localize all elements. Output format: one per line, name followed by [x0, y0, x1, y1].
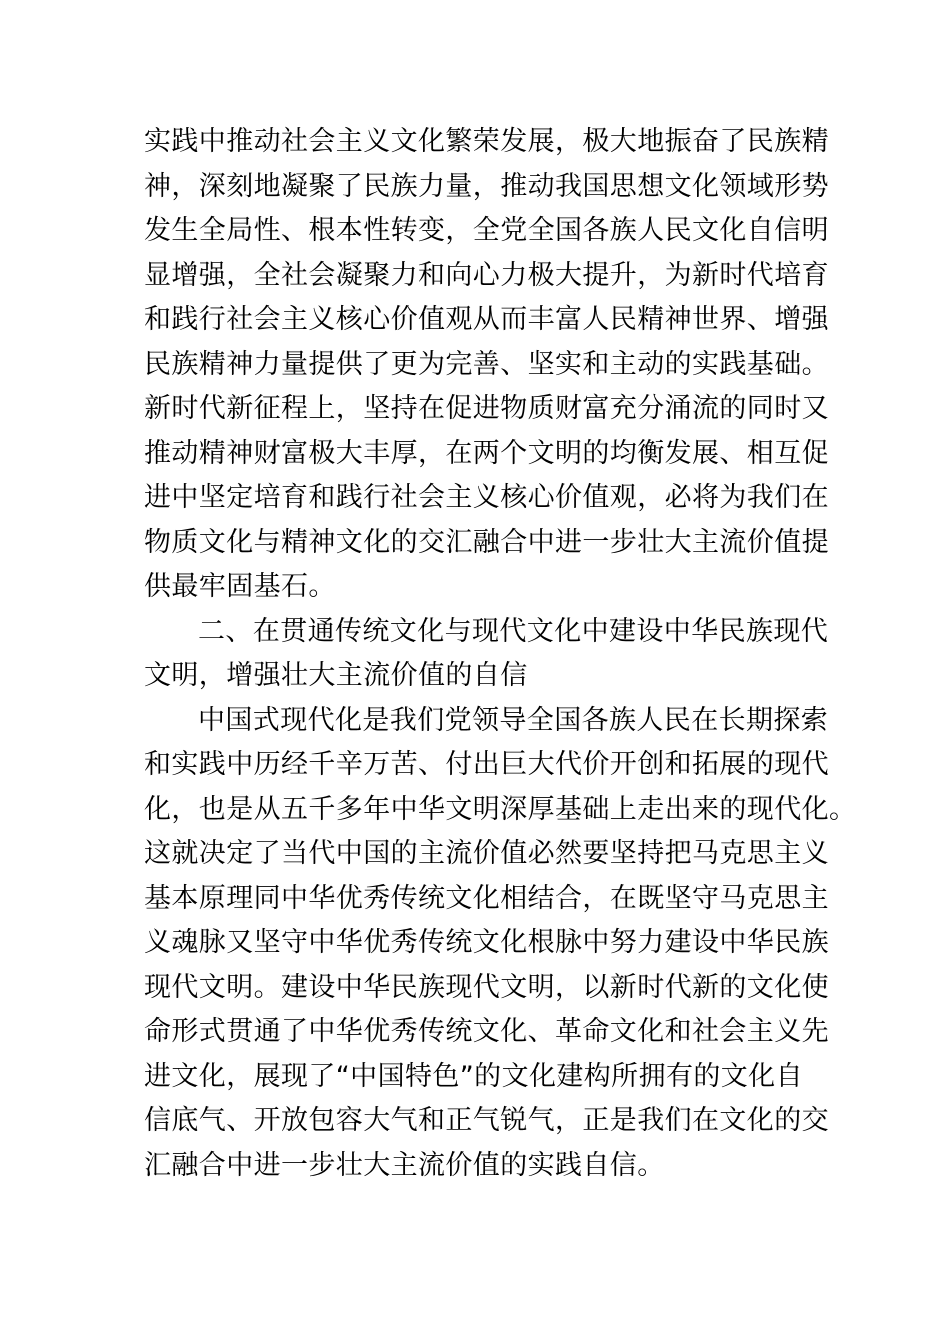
paragraph-line: 物质文化与精神文化的交汇融合中进一步壮大主流价值提	[144, 526, 829, 558]
heading-line: 二、在贯通传统文化与现代文化中建设中华民族现代	[198, 615, 829, 647]
continuation-paragraph	[144, 120, 829, 610]
paragraph-line: 发生全局性、根本性转变，全党全国各族人民文化自信明	[144, 215, 829, 246]
paragraph-line: 和实践中历经千辛万苦、付出巨大代价开创和拓展的现代	[144, 749, 829, 780]
paragraph-line: 显增强，全社会凝聚力和向心力极大提升，为新时代培育	[144, 259, 829, 291]
paragraph-line: 命形式贯通了中华优秀传统文化、革命文化和社会主义先	[144, 1016, 829, 1047]
paragraph-line: 义魂脉又坚守中华优秀传统文化根脉中努力建设中华民族	[144, 927, 829, 958]
section-heading	[144, 610, 829, 699]
paragraph-line: 进文化，展现了“中国特色”的文化建构所拥有的文化自	[144, 1060, 803, 1092]
paragraph-line: 供最牢固基石。	[144, 571, 336, 602]
paragraph-line: 基本原理同中华优秀传统文化相结合，在既坚守马克思主	[144, 882, 829, 914]
paragraph-line: 实践中推动社会主义文化繁荣发展，极大地振奋了民族精	[144, 126, 829, 157]
paragraph-line: 汇融合中进一步壮大主流价值的实践自信。	[144, 1149, 665, 1181]
paragraph-line: 新时代新征程上，坚持在促进物质财富充分涌流的同时又	[144, 393, 829, 424]
paragraph-line: 信底气、开放包容大气和正气锐气，正是我们在文化的交	[144, 1105, 829, 1136]
paragraph-line: 现代文明。建设中华民族现代文明，以新时代新的文化使	[144, 971, 829, 1003]
paragraph-line: 和践行社会主义核心价值观从而丰富人民精神世界、增强	[144, 304, 829, 335]
paragraph-line: 化，也是从五千多年中华文明深厚基础上走出来的现代化。	[144, 793, 857, 825]
paragraph-line: 这就决定了当代中国的主流价值必然要坚持把马克思主义	[144, 838, 829, 869]
heading-line: 文明，增强壮大主流价值的自信	[144, 660, 528, 691]
paragraph-line: 进中坚定培育和践行社会主义核心价值观，必将为我们在	[144, 482, 829, 513]
body-paragraph	[144, 699, 857, 1189]
paragraph-line: 神，深刻地凝聚了民族力量，推动我国思想文化领域形势	[144, 170, 829, 202]
paragraph-line: 民族精神力量提供了更为完善、坚实和主动的实践基础。	[144, 348, 829, 380]
paragraph-line: 推动精神财富极大丰厚，在两个文明的均衡发展、相互促	[144, 437, 829, 469]
paragraph-line: 中国式现代化是我们党领导全国各族人民在长期探索	[198, 704, 829, 736]
